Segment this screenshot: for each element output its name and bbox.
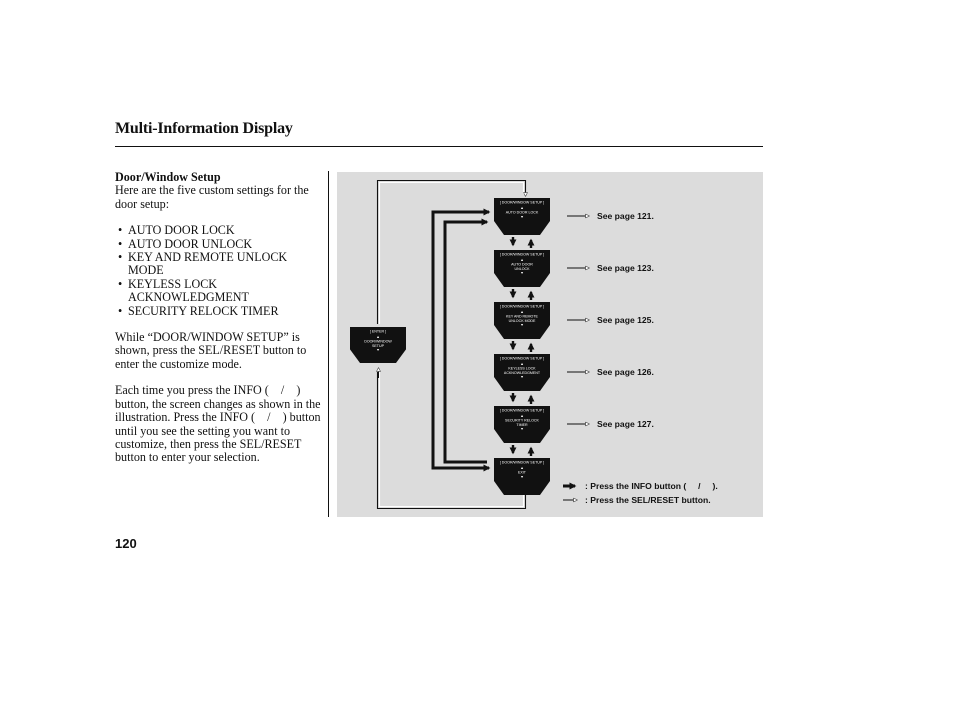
diagram-canvas — [337, 172, 763, 517]
screen-line: ▼ — [520, 427, 524, 432]
display-screen — [494, 250, 550, 287]
page-reference: See page 127. — [597, 419, 654, 429]
screen-header: [ DOOR/WINDOW SETUP ] — [499, 304, 545, 309]
screen-line: ▼ — [520, 214, 524, 219]
screen-line: ▲ — [520, 466, 524, 470]
page-reference: See page 125. — [597, 315, 654, 325]
display-screen — [494, 458, 550, 495]
screen-line: ▼ — [376, 348, 380, 353]
display-screen — [350, 327, 406, 363]
screen-line: KEY AND REMOTE — [506, 314, 538, 319]
screen-line: ▲ — [376, 335, 380, 339]
list-item: • KEY AND REMOTE UNLOCK MODE — [115, 251, 323, 278]
display-screen — [494, 198, 550, 235]
screen-line: SECURITY RELOCK — [505, 418, 539, 423]
legend-sel-label: : Press the SEL/RESET button. — [585, 495, 711, 505]
screen-line: ▲ — [520, 206, 524, 210]
settings-list — [115, 224, 323, 318]
screen-line: AUTO DOOR LOCK — [505, 210, 539, 215]
list-item: • AUTO DOOR LOCK — [115, 224, 323, 237]
list-item: • SECURITY RELOCK TIMER — [115, 305, 323, 318]
instruction-paragraph: While “DOOR/WINDOW SETUP” is shown, press the SEL/RESET button to enter the customize mode. — [115, 330, 307, 371]
list-item: • KEYLESS LOCK ACKNOWLEDGMENT — [115, 278, 323, 305]
section-heading: Door/Window Setup — [115, 170, 221, 184]
screen-header: [ DOOR/WINDOW SETUP ] — [499, 356, 545, 361]
screen-header: [ DOOR/WINDOW SETUP ] — [499, 460, 545, 465]
screen-line: TIMER — [516, 422, 528, 427]
list-item: • AUTO DOOR UNLOCK — [115, 238, 323, 251]
page-reference: See page 123. — [597, 263, 654, 273]
screen-header: [ DOOR/WINDOW SETUP ] — [499, 408, 545, 413]
screen-header: [ DOOR/WINDOW SETUP ] — [499, 252, 545, 257]
screen-line: DOOR/WINDOW — [364, 339, 392, 344]
display-screen — [494, 302, 550, 339]
legend-info-label: : Press the INFO button ( / ). — [585, 481, 718, 491]
display-screen — [494, 354, 550, 391]
screen-line: ▲ — [520, 310, 524, 314]
column-divider — [328, 171, 329, 517]
screen-line: ▼ — [520, 375, 524, 380]
screen-line: KEYLESS LOCK — [508, 366, 536, 371]
page-number: 120 — [115, 536, 137, 551]
screen-line: ▲ — [520, 414, 524, 418]
screen-line: ▲ — [520, 258, 524, 262]
screen-line: UNLOCK MODE — [508, 318, 536, 323]
screen-header: [ ENTER ] — [369, 329, 387, 334]
intro-text: Here are the five custom settings for the door setup: — [115, 183, 309, 211]
screen-line: ▼ — [520, 271, 524, 276]
screen-line: EXIT — [518, 470, 526, 475]
instruction-paragraph: Each time you press the INFO ( / ) button, the screen changes as shown in the illustration. Press the INFO ( / ) button until you see the setting you want to customize, then press the SEL/RESET button to enter your selection. — [115, 383, 321, 465]
screen-line: ▼ — [520, 323, 524, 328]
title-divider — [115, 146, 763, 147]
page-reference: See page 121. — [597, 211, 654, 221]
page-title: Multi-Information Display — [115, 120, 293, 137]
left-column — [115, 171, 323, 465]
page-reference: See page 126. — [597, 367, 654, 377]
screen-line: ▲ — [520, 362, 524, 366]
screen-line: UNLOCK — [514, 266, 530, 271]
display-screen — [494, 406, 550, 443]
screen-line: SETUP — [372, 343, 384, 348]
screen-header: [ DOOR/WINDOW SETUP ] — [499, 200, 545, 205]
flow-diagram — [337, 172, 763, 517]
screen-line: ACKNOWLEDGMENT — [503, 370, 541, 375]
screen-line: AUTO DOOR — [511, 262, 533, 267]
screen-line: ▼ — [520, 474, 524, 479]
